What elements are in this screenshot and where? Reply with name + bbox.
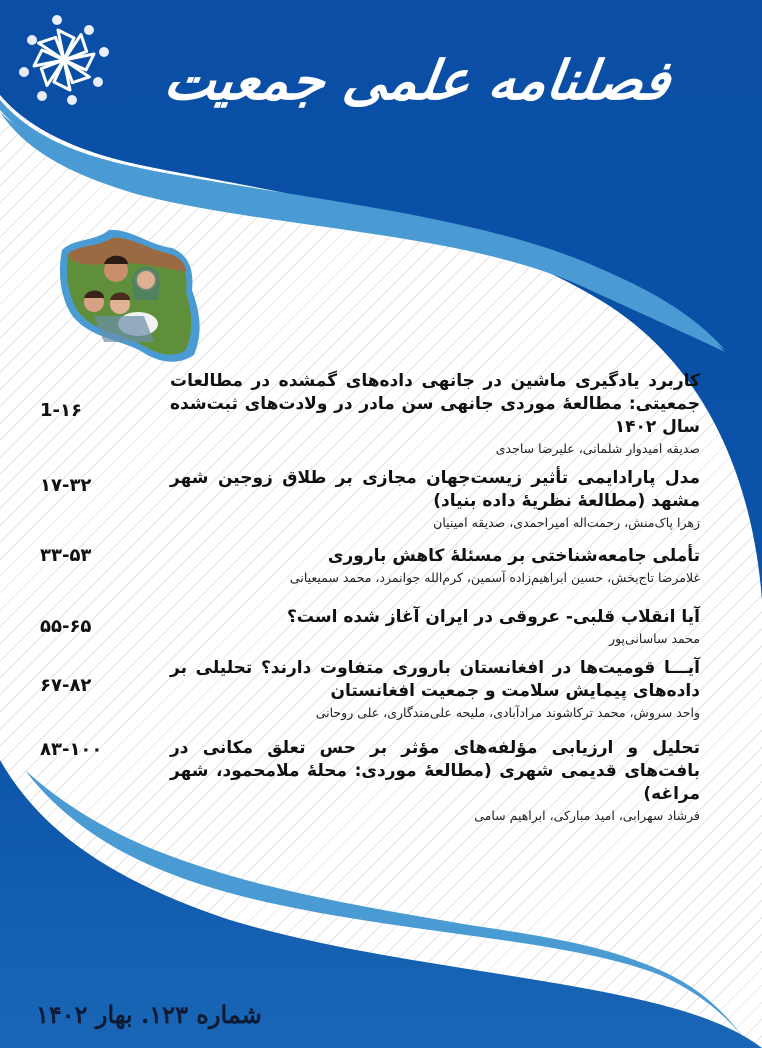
article-pages: ۵۵-۶۵ [40, 616, 92, 637]
article-pages: ۶۷-۸۲ [40, 675, 92, 696]
article-pages: ۸۳-۱۰۰ [40, 739, 103, 760]
article-pages: 1-۱۶ [40, 400, 82, 421]
article-authors: محمد ساسانی‌پور [609, 631, 700, 646]
pinwheel-people-logo-icon [14, 12, 114, 108]
table-of-contents [40, 370, 700, 836]
article-title[interactable]: مدل پارادایمی تأثیر زیست‌جهان مجازی بر طلاق زوجین شهر مشهد (مطالعهٔ نظریهٔ داده بنیاد) [170, 468, 700, 511]
article-authors: غلامرضا تاج‌بخش، حسین ابراهیم‌زاده آسمین، کرم‌الله جوانمرد، محمد سمیعیانی [289, 570, 700, 585]
article-title[interactable]: تأملی جامعه‌شناختی بر مسئلهٔ کاهش باروری [327, 546, 700, 566]
article-authors: فرشاد سهرابی، امید مبارکی، ابراهیم سامی [474, 808, 700, 823]
journal-title: فصلنامه علمی جمعیت [160, 48, 675, 112]
article-authors: واحد سروش، محمد ترکاشوند مرادآبادی، ملیحه علی‌مندگاری، علی روحانی [315, 705, 700, 720]
issue-info: شماره ۱۲۳. بهار ۱۴۰۲ [36, 1000, 262, 1029]
article-entry[interactable] [40, 467, 700, 533]
article-title[interactable]: آیـــا قومیت‌ها در افغانستان باروری متفاوت دارند؟ تحلیلی بر داده‌های پیمایش سلامت و جمعیت افغانستان [170, 658, 700, 701]
article-authors: زهرا پاک‌منش، رحمت‌اله امیراحمدی، صدیقه امینیان [433, 515, 700, 530]
article-entry[interactable] [40, 606, 700, 649]
family-on-iran-map-illustration [54, 220, 214, 370]
article-title[interactable]: تحلیل و ارزیابی مؤلفه‌های مؤثر بر حس تعلق مکانی در بافت‌های قدیمی شهری (مطالعهٔ موردی: محلهٔ ملامحمود، شهر مراغه) [170, 738, 700, 804]
article-entry[interactable] [40, 657, 700, 723]
article-entry[interactable] [40, 545, 700, 588]
article-entry[interactable] [40, 737, 700, 826]
article-title[interactable]: آیا انقلاب قلبی- عروقی در ایران آغاز شده است؟ [287, 607, 700, 627]
article-title[interactable]: کاربرد یادگیری ماشین در جانهی داده‌های گمشده در مطالعات جمعیتی: مطالعهٔ موردی جانهی سن مادر در ولادت‌های ثبت‌شده سال ۱۴۰۲ [170, 371, 700, 437]
article-authors: صدیقه امیدوار شلمانی، علیرضا ساجدی [495, 441, 700, 456]
article-pages: ۱۷-۳۲ [40, 475, 92, 496]
article-pages: ۳۳-۵۳ [40, 545, 92, 566]
article-entry[interactable] [40, 370, 700, 459]
